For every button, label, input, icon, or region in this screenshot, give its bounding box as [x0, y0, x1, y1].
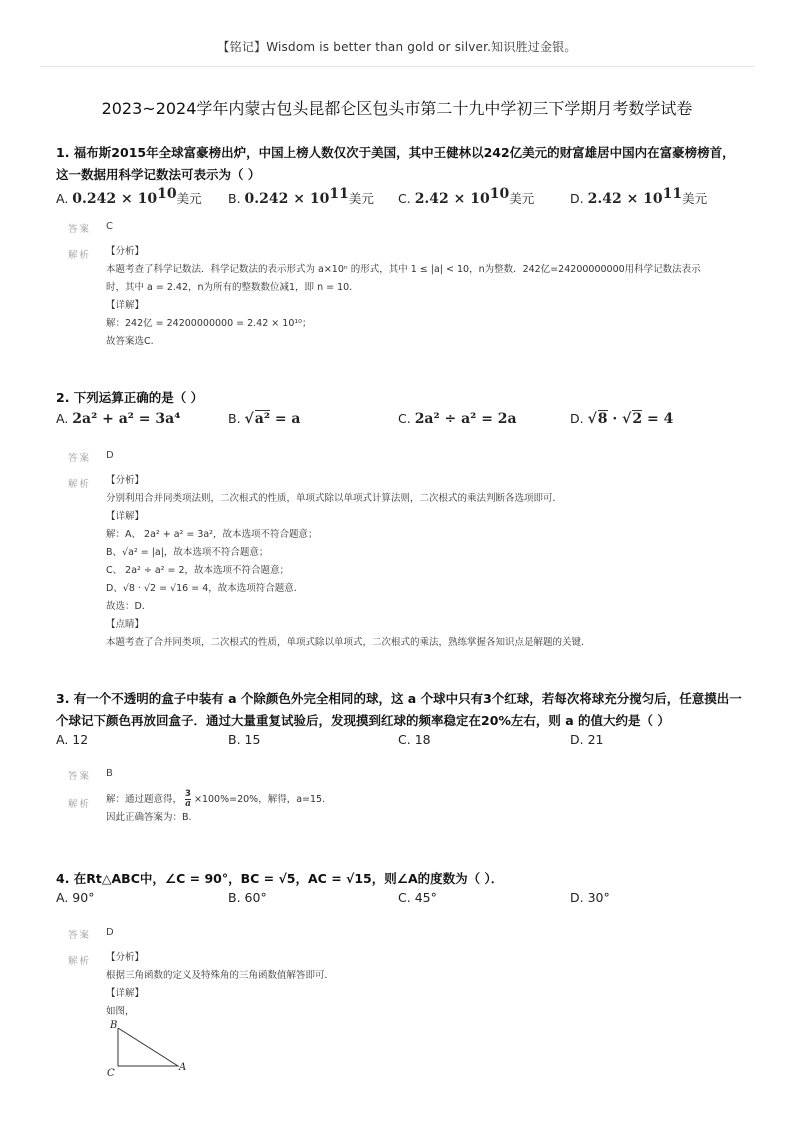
radicand: 8 [597, 411, 608, 427]
fraction-denominator: a [185, 799, 191, 809]
option-expression: 2.42 × 10 [587, 191, 663, 208]
option-letter: A. [56, 191, 69, 207]
question-1-explanation [106, 243, 726, 351]
explanation-line [106, 790, 726, 809]
option-exponent: 11 [662, 186, 683, 202]
explanation-line: 【详解】 [106, 300, 145, 311]
explanation-line: 如图， [106, 1006, 135, 1017]
option-c[interactable] [398, 411, 517, 427]
option-exponent: 11 [329, 186, 349, 202]
fraction [185, 790, 191, 809]
solution-suffix: ×100%=20%，解得，a=15. [194, 794, 326, 805]
option-a[interactable] [56, 186, 202, 207]
option-a[interactable] [56, 411, 180, 427]
option-expression: √a² = a [244, 411, 301, 427]
explanation-line: 【分析】 [106, 246, 145, 257]
option-text: 15 [244, 732, 261, 747]
option-c[interactable] [398, 732, 431, 747]
option-letter: A. [56, 732, 69, 747]
explanation-line: 【详解】 [106, 511, 145, 522]
option-letter: C. [398, 191, 411, 207]
question-3-explanation [106, 790, 726, 827]
option-letter: C. [398, 411, 411, 426]
explanation-line: 因此正确答案为：B. [106, 812, 192, 823]
option-letter: D. [570, 732, 584, 747]
option-expression: 2a² + a² = 3a⁴ [72, 411, 181, 427]
explanation-line: 本题考查了合并同类项，二次根式的性质，单项式除以单项式，二次根式的乘法，熟练掌握各知识点是解题的关键． [106, 637, 591, 648]
option-text: 12 [72, 732, 89, 747]
option-letter: A. [56, 890, 69, 905]
explanation-line: 时，其中 a = 2.42，n为所有的整数数位减1，即 n = 10． [106, 282, 359, 293]
question-4-explanation [106, 949, 726, 1021]
radicand: 2 [632, 411, 643, 427]
question-2-answer: D [106, 450, 114, 461]
option-text: 30° [587, 890, 610, 905]
option-exponent: 10 [489, 186, 510, 202]
page-title: 2023~2024学年内蒙古包头昆都仑区包头市第二十九中学初三下学期月考数学试卷 [101, 99, 693, 118]
explanation-line: 故选：D． [106, 601, 152, 612]
option-exponent: 10 [157, 186, 177, 202]
option-letter: D. [570, 191, 584, 207]
fraction-numerator: 3 [185, 789, 191, 799]
question-1-options [56, 186, 746, 208]
option-b[interactable] [228, 732, 260, 747]
question-4-answer: D [106, 927, 114, 938]
option-expression: 0.242 × 10 [244, 191, 330, 208]
expression-rest: = a [269, 411, 301, 427]
option-text: 18 [414, 732, 431, 747]
solution-prefix: 解：通过题意得， [106, 794, 183, 805]
explanation-line: 【点睛】 [106, 619, 145, 630]
expression-operator: · [607, 411, 623, 427]
question-4-stem: 4. 在Rt△ABC中，∠C = 90°，BC = √5，AC = √15，则∠A的度数为（ ）． [56, 871, 504, 886]
analysis-label: 解析 [68, 799, 92, 810]
radicand: a² [254, 411, 270, 427]
question-1-stem: 1. 福布斯2015年全球富豪榜出炉，中国上榜人数仅次于美国，其中王健林以242亿美元的财富雄居中国内在富豪榜榜首，这一数据用科学记数法可表示为（ ） [56, 145, 735, 182]
option-b[interactable] [228, 411, 301, 427]
option-text: 90° [72, 890, 95, 905]
option-letter: B. [228, 732, 241, 747]
option-unit: 美元 [176, 191, 202, 207]
explanation-line: 本题考查了科学记数法．科学记数法的表示形式为 a×10ⁿ 的形式，其中 1 ≤ |a| < 10，n为整数．242亿=24200000000用科学记数法表示 [106, 264, 701, 275]
answer-label: 答案 [68, 930, 92, 941]
analysis-label: 解析 [68, 250, 92, 261]
option-d[interactable] [570, 186, 707, 207]
option-d[interactable] [570, 732, 604, 747]
option-a[interactable] [56, 732, 88, 747]
question-4 [56, 868, 746, 912]
question-2-stem: 2. 下列运算正确的是（ ） [56, 390, 204, 405]
option-letter: C. [398, 732, 411, 747]
question-3-options [56, 732, 746, 754]
option-a[interactable] [56, 890, 94, 905]
explanation-line: 分别利用合并同类项法则，二次根式的性质，单项式除以单项式计算法则，二次根式的乘法判断各选项即可． [106, 493, 563, 504]
option-c[interactable] [398, 186, 534, 207]
question-3-stem: 3. 有一个不透明的盒子中装有 a 个除颜色外完全相同的球，这 a 个球中只有3个红球，若每次将球充分搅匀后，任意摸出一个球记下颜色再放回盒子．通过大量重复试验后，发现摸到红球的频率稳定在20%左右，则 a 的值大约是（ ） [56, 691, 742, 728]
expression-rest: = 4 [642, 411, 674, 427]
triangle-figure [100, 1016, 200, 1080]
option-letter: A. [56, 411, 69, 426]
option-letter: B. [228, 890, 241, 905]
option-expression: 2.42 × 10 [414, 191, 490, 208]
option-unit: 美元 [509, 191, 535, 207]
option-unit: 美元 [348, 191, 374, 207]
option-b[interactable] [228, 186, 374, 207]
question-2-options [56, 411, 746, 433]
question-4-options [56, 890, 746, 912]
triangle-abc [118, 1028, 178, 1066]
explanation-line: 根据三角函数的定义及特殊角的三角函数值解答即可． [106, 970, 335, 981]
vertex-label-b: B [110, 1020, 118, 1031]
explanation-line: C、 2a² ÷ a² = 2，故本选项不符合题意； [106, 565, 290, 576]
answer-label: 答案 [68, 224, 92, 235]
analysis-label: 解析 [68, 956, 92, 967]
vertex-label-c: C [107, 1068, 115, 1079]
question-1-answer: C [106, 221, 113, 232]
question-1 [56, 142, 746, 208]
vertex-label-a: A [179, 1062, 187, 1073]
header-motto: 【铭记】Wisdom is better than gold or silver.知识胜过金银。 [217, 40, 577, 54]
option-letter: C. [398, 890, 411, 905]
question-3-answer: B [106, 768, 113, 779]
explanation-line: B、√a² = |a|，故本选项不符合题意； [106, 547, 269, 558]
option-letter: D. [570, 890, 584, 905]
header-divider [40, 66, 754, 67]
explanation-line: 解：242亿 = 24200000000 = 2.42 × 10¹⁰； [106, 318, 312, 329]
option-b[interactable] [228, 890, 267, 905]
question-3 [56, 688, 746, 754]
option-text: 21 [587, 732, 604, 747]
option-expression: 2a² ÷ a² = 2a [414, 411, 517, 427]
option-d[interactable] [570, 890, 610, 905]
question-2-explanation [106, 472, 726, 652]
analysis-label: 解析 [68, 479, 92, 490]
option-d[interactable] [570, 411, 673, 427]
option-letter: B. [228, 411, 241, 426]
option-expression: √8 · √2 = 4 [587, 411, 674, 427]
answer-label: 答案 [68, 771, 92, 782]
explanation-line: D、√8 · √2 = √16 = 4，故本选项符合题意． [106, 583, 304, 594]
explanation-line: 【分析】 [106, 952, 145, 963]
answer-label: 答案 [68, 453, 92, 464]
explanation-line: 解：A、 2a² + a² = 3a²，故本选项不符合题意； [106, 529, 318, 540]
option-c[interactable] [398, 890, 437, 905]
explanation-line: 【详解】 [106, 988, 145, 999]
option-letter: B. [228, 191, 241, 207]
explanation-line: 【分析】 [106, 475, 145, 486]
explanation-line: 故答案选C. [106, 336, 154, 347]
option-unit: 美元 [682, 191, 708, 207]
option-text: 45° [414, 890, 437, 905]
option-text: 60° [244, 890, 267, 905]
question-2 [56, 387, 746, 433]
option-expression: 0.242 × 10 [72, 191, 158, 208]
option-letter: D. [570, 411, 584, 426]
